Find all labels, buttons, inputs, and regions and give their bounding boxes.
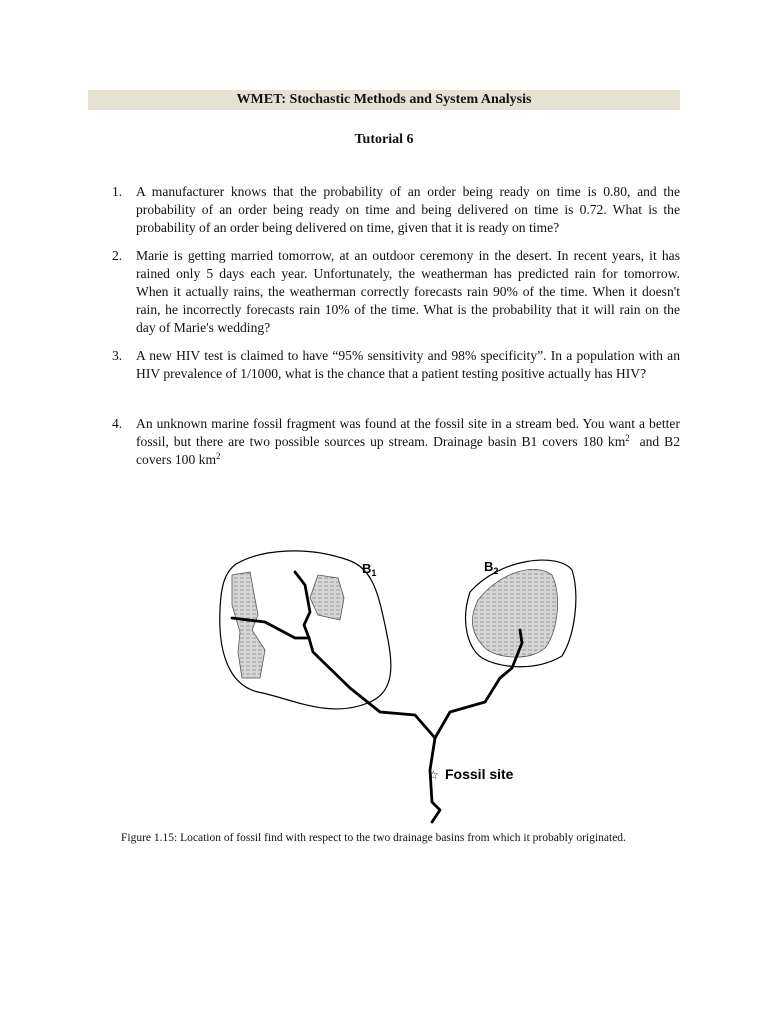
question-2 — [112, 247, 680, 337]
question-number: 3. — [112, 348, 123, 363]
basin-b1-label: $B_1$ — [362, 561, 377, 578]
question-text: A manufacturer knows that the probability of an order being ready on time is 0.80, and the probability of an order being ready on time and being delivered on time is 0.72. What is the probability of an order being delivered on time, given that it is ready on time? — [136, 184, 680, 235]
question-text-part-b: and B2 covers 100 km — [136, 434, 684, 467]
question-3 — [112, 347, 680, 383]
question-text: Marie is getting married tomorrow, at an outdoor ceremony in the desert. In recent years, it has rained only 5 days each year. Unfortunately, the weatherman has predicted rain for tomorrow. When it actually rains, the weatherman correctly forecasts rain 90% of the time. When it doesn't rain, he incorrectly forecasts rain 10% of the time. What is the probability that it will rain on the day of Marie's wedding? — [136, 248, 680, 335]
tutorial-title: Tutorial 6 — [354, 132, 414, 147]
figure-caption: Figure 1.15: Location of fossil find with respect to the two drainage basins from which it probably originated. — [121, 832, 626, 844]
question-text-part-a: An unknown marine fossil fragment was found at the fossil site in a stream bed. You want a better fossil, but there are two possible sources up stream. Drainage basin B1 covers 180 km — [136, 416, 680, 449]
fossil-site-label: Fossil site — [445, 766, 514, 782]
star-icon: ☆ — [428, 768, 439, 782]
question-text — [136, 415, 684, 469]
course-title: WMET: Stochastic Methods and System Analysis — [88, 90, 680, 110]
basin-b1-lake — [310, 575, 344, 620]
question-number: 2. — [112, 248, 123, 263]
superscript: 2 — [625, 433, 630, 443]
question-number: 1. — [112, 184, 123, 199]
drainage-basin-figure — [210, 540, 590, 830]
question-text: A new HIV test is claimed to have “95% sensitivity and 98% specificity”. In a population with an HIV prevalence of 1/1000, what is the chance that a patient testing positive actually has HIV? — [136, 348, 680, 381]
basin-b2-label: $B_2$ — [484, 559, 499, 576]
question-4 — [112, 415, 684, 469]
question-number: 4. — [112, 416, 123, 431]
question-list — [112, 183, 684, 479]
basin-b2-lake — [472, 569, 557, 657]
superscript: 2 — [216, 451, 221, 461]
basin-b1-lake — [232, 572, 265, 678]
question-1 — [112, 183, 680, 237]
